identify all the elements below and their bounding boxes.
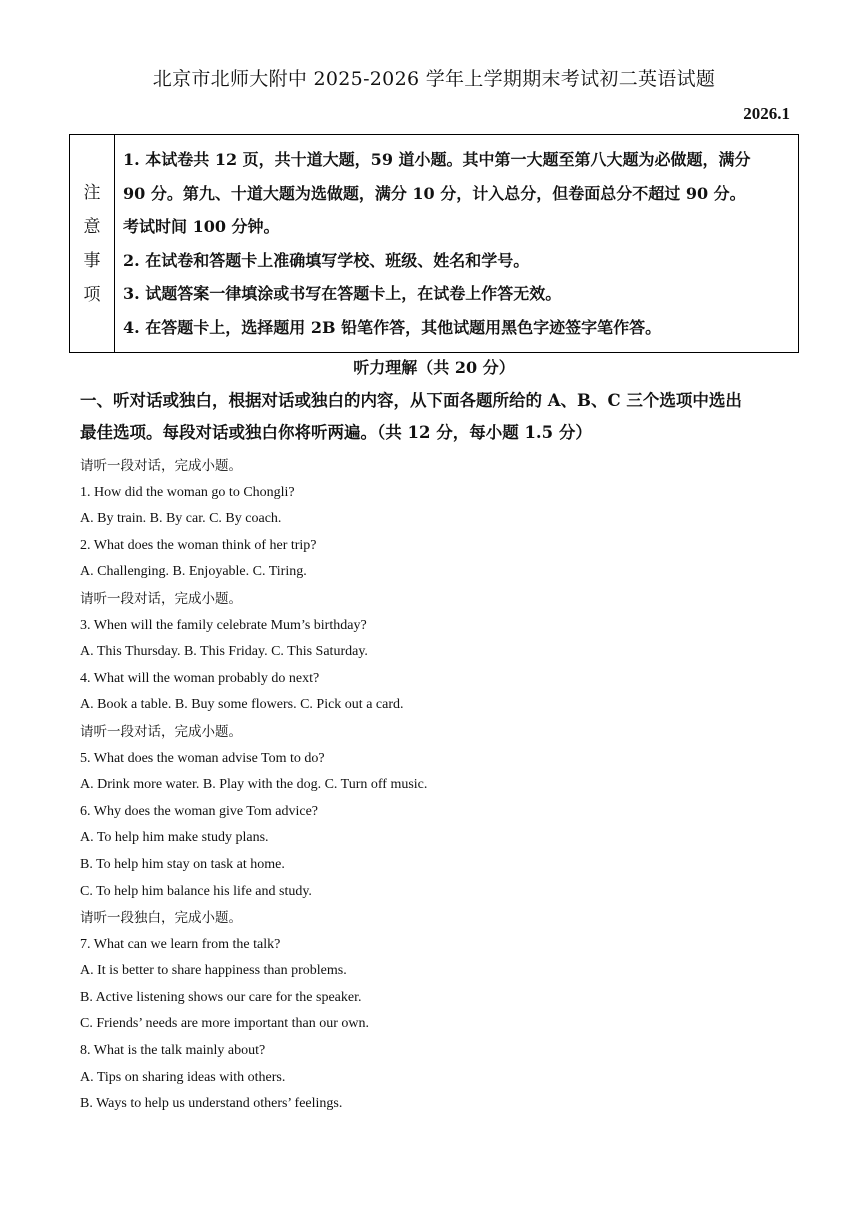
notice-item: 90 分。第九、十道大题为选做题，满分 10 分，计入总分，但卷面总分不超过 90 分。	[123, 183, 746, 203]
question-line: A. It is better to share happiness than problems.	[80, 963, 347, 979]
question-line: 4. What will the woman probably do next?	[80, 670, 320, 686]
question-line: A. This Thursday. B. This Friday. C. This Saturday.	[80, 644, 368, 660]
notice-label	[70, 135, 115, 353]
notice-item: 3. 试题答案一律填涂或书写在答题卡上，在试卷上作答无效。	[123, 284, 562, 303]
notice-item: 2. 在试卷和答题卡上准确填写学校、班级、姓名和学号。	[123, 250, 530, 270]
question-list	[80, 453, 800, 1118]
question-line: C. To help him balance his life and study.	[80, 883, 312, 899]
exam-date: 2026.1	[743, 104, 790, 123]
question-line: 6. Why does the woman give Tom advice?	[80, 803, 318, 819]
notice-item: 1. 本试卷共 12 页，共十道大题，59 道小题。其中第一大题至第八大题为必做题，满分	[123, 150, 751, 169]
question-line: B. Active listening shows our care for the speaker.	[80, 989, 362, 1005]
question-line: 3. When will the family celebrate Mum’s birthday?	[80, 617, 367, 633]
instruction-line: 一、听对话或独白，根据对话或独白的内容，从下面各题所给的 A、B、C 三个选项中选出	[80, 391, 742, 410]
notice-label-char: 项	[83, 285, 101, 305]
notice-item: 4. 在答题卡上，选择题用 2B 铅笔作答，其他试题用黑色字迹签字笔作答。	[123, 317, 662, 337]
question-line: A. To help him make study plans.	[80, 830, 269, 846]
question-line: A. Tips on sharing ideas with others.	[80, 1069, 286, 1085]
question-line: 2. What does the woman think of her trip?	[80, 537, 317, 553]
question-line: A. Challenging. B. Enjoyable. C. Tiring.	[80, 564, 307, 580]
question-line: 7. What can we learn from the talk?	[80, 936, 281, 952]
question-line: B. Ways to help us understand others’ feelings.	[80, 1096, 343, 1112]
question-line: A. Drink more water. B. Play with the dog. C. Turn off music.	[80, 777, 428, 793]
listening-prompt: 请听一段对话，完成小题。	[80, 590, 242, 607]
section-instruction	[80, 385, 800, 449]
notice-item: 考试时间 100 分钟。	[123, 217, 280, 236]
question-line: B. To help him stay on task at home.	[80, 856, 285, 872]
instruction-line: 最佳选项。每段对话或独白你将听两遍。（共 12 分，每小题 1.5 分）	[80, 423, 592, 442]
question-line: A. By train. B. By car. C. By coach.	[80, 511, 282, 527]
notice-label-char: 事	[83, 251, 101, 271]
listening-prompt: 请听一段对话，完成小题。	[80, 723, 242, 740]
question-line: 5. What does the woman advise Tom to do?	[80, 750, 325, 766]
section-heading: 听力理解（共 20 分）	[353, 358, 515, 377]
listening-prompt: 请听一段独白，完成小题。	[80, 910, 242, 927]
notice-box	[69, 134, 799, 353]
notice-label-char: 意	[83, 217, 101, 237]
question-line: C. Friends’ needs are more important than our own.	[80, 1016, 370, 1032]
notice-label-char: 注	[83, 183, 101, 203]
notice-items	[115, 135, 799, 353]
question-line: A. Book a table. B. Buy some flowers. C. Pick out a card.	[80, 697, 404, 713]
exam-title: 北京市北师大附中 2025-2026 学年上学期期末考试初二英语试题	[152, 68, 716, 90]
listening-prompt: 请听一段对话，完成小题。	[80, 458, 242, 474]
question-line: 8. What is the talk mainly about?	[80, 1043, 266, 1059]
question-line: 1. How did the woman go to Chongli?	[80, 484, 295, 500]
